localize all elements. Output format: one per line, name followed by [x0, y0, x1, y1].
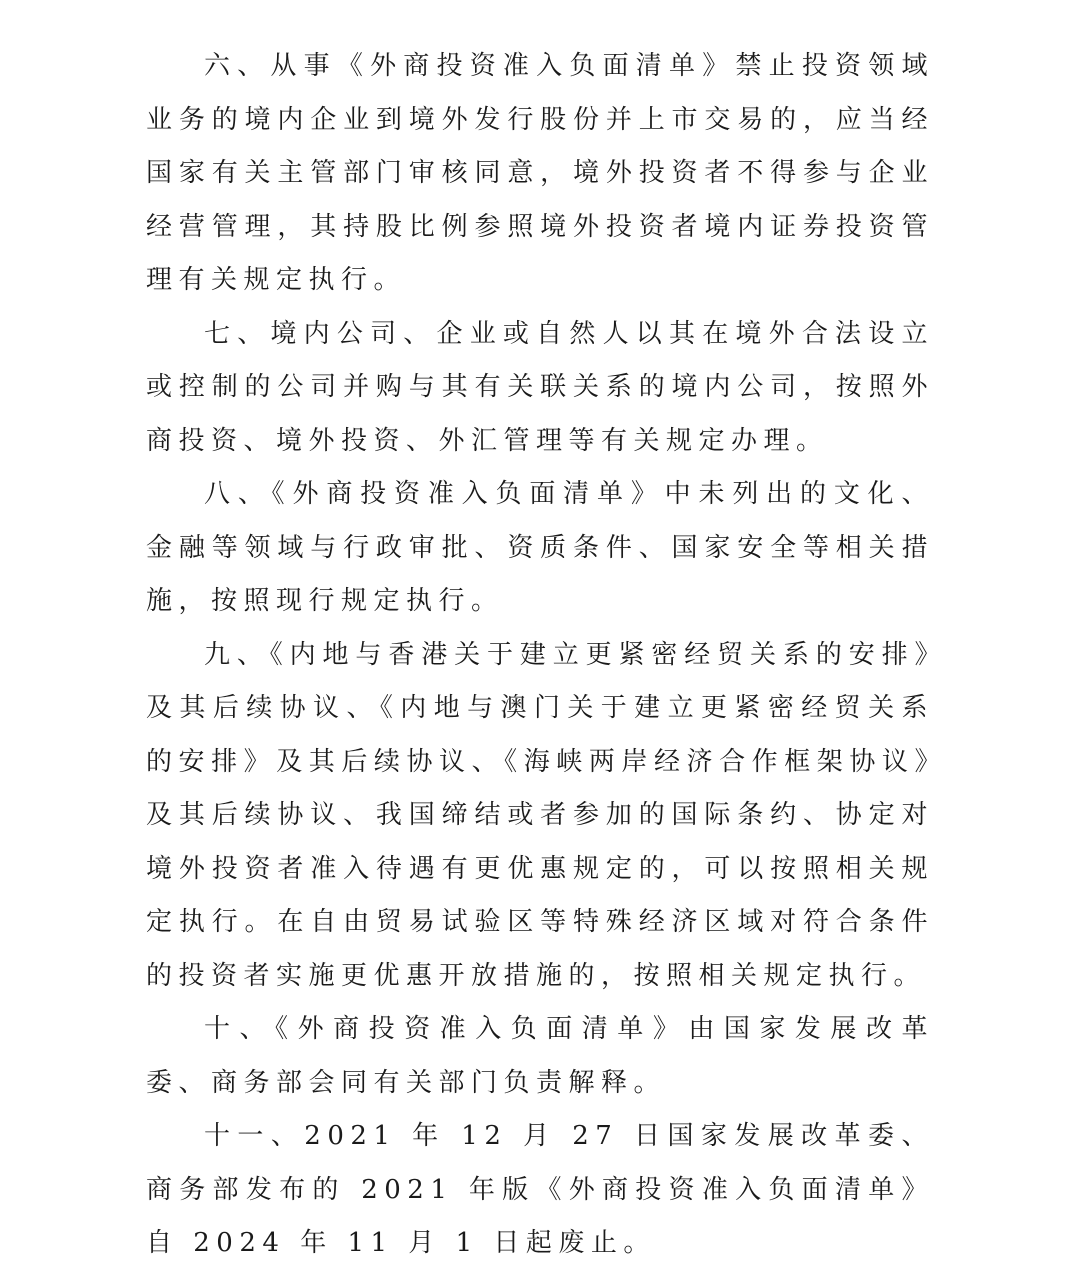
paragraph-6: 六、从事《外商投资准入负面清单》禁止投资领域业务的境内企业到境外发行股份并上市交易的，应当经国家有关主管部门审核同意，境外投资者不得参与企业经营管理，其持股比例参照境外投资者境内证券投资管理有关规定执行。 [146, 51, 934, 295]
paragraph-7: 七、境内公司、企业或自然人以其在境外合法设立或控制的公司并购与其有关联关系的境内公司，按照外商投资、境外投资、外汇管理等有关规定办理。 [146, 318, 934, 456]
paragraph-11: 十一、2021 年 12 月 27 日国家发展改革委、商务部发布的 2021 年版《外商投资准入负面清单》自 2024 年 11 月 1 日起废止。 [146, 1121, 934, 1258]
paragraph-10: 十、《外商投资准入负面清单》由国家发展改革委、商务部会同有关部门负责解释。 [146, 1014, 934, 1098]
paragraph-8: 八、《外商投资准入负面清单》中未列出的文化、金融等领域与行政审批、资质条件、国家安全等相关措施，按照现行规定执行。 [146, 479, 934, 616]
document-body [146, 40, 934, 1271]
paragraph-9: 九、《内地与香港关于建立更紧密经贸关系的安排》及其后续协议、《内地与澳门关于建立更紧密经贸关系的安排》及其后续协议、《海峡两岸经济合作框架协议》及其后续协议、我国缔结或者参加的国际条约、协定对境外投资者准入待遇有更优惠规定的，可以按照相关规定执行。在自由贸易试验区等特殊经济区域对符合条件的投资者实施更优惠开放措施的，按照相关规定执行。 [146, 639, 934, 991]
